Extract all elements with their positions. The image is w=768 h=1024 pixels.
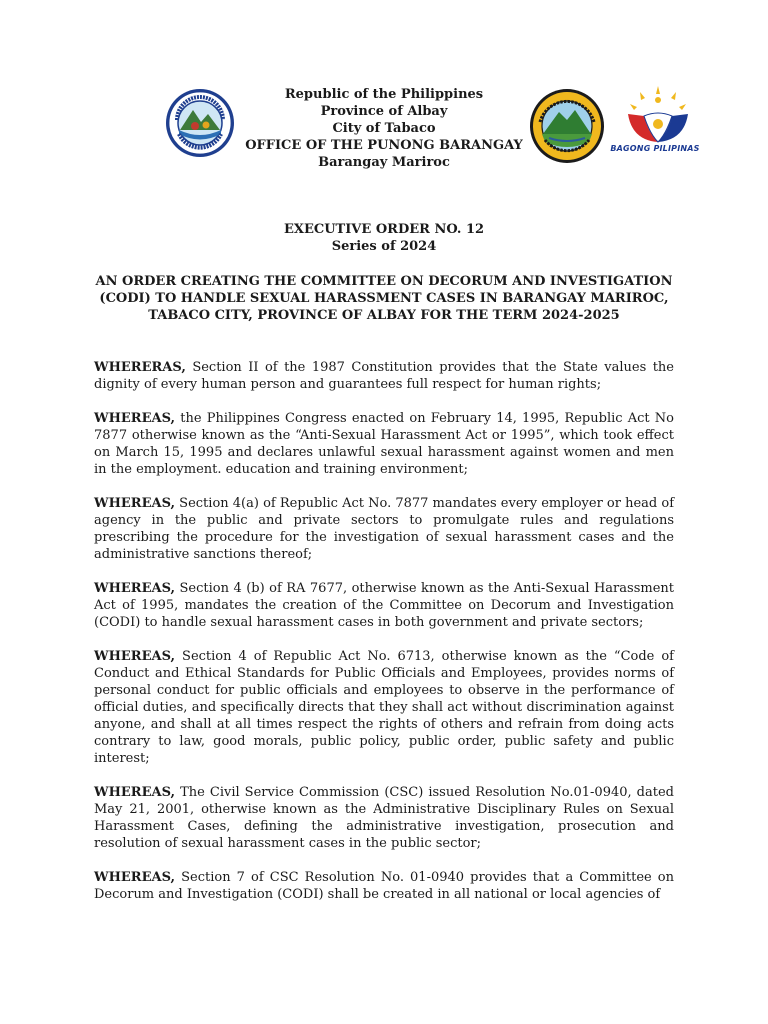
clause-text: Section 4 of Republic Act No. 6713, otherwise known as the “Code of Conduct and Ethical Standards for Public Officials and Employees, provides norms of personal conduct for public officials and employees to observe in the performance of official duties, and specifically directs that they shall act without discrimination against anyone, and shall at all times respect the rights of others and refrain from doing acts contrary to law, good morals, public policy, public order, public safety and public interest; (94, 649, 674, 766)
city-of-tabaco-seal (165, 88, 235, 158)
order-title (90, 273, 678, 324)
whereas-clause (94, 580, 674, 631)
executive-order-heading (0, 221, 768, 255)
header-line-province: Province of Albay (320, 104, 448, 119)
clause-lead: WHEREAS, (94, 785, 176, 800)
order-title-line-1: AN ORDER CREATING THE COMMITTEE ON DECORUM AND INVESTIGATION (95, 274, 673, 289)
whereas-clause (94, 495, 674, 563)
clause-text: Section 7 of CSC Resolution No. 01-0940 provides that a Committee on Decorum and Investigation (CODI) shall be created in all national or local agencies of (94, 870, 674, 902)
order-series: Series of 2024 (331, 239, 437, 254)
whereas-clause (94, 784, 674, 852)
clause-lead: WHEREAS, (94, 411, 176, 426)
clause-lead: WHEREAS, (94, 496, 176, 511)
letterhead (0, 86, 768, 196)
order-title-line-2: (CODI) TO HANDLE SEXUAL HARASSMENT CASES IN BARANGAY MARIROC, (99, 291, 669, 306)
bagong-pilipinas-label: BAGONG PILIPINAS (610, 144, 700, 153)
whereas-clause (94, 359, 674, 393)
header-line-republic: Republic of the Philippines (284, 87, 484, 102)
whereas-clause (94, 410, 674, 478)
whereas-clause (94, 869, 674, 903)
clause-text: The Civil Service Commission (CSC) issued Resolution No.01-0940, dated May 21, 2001, otherwise known as the Administrative Disciplinary Rules on Sexual Harassment Cases, defining the administrative investigation, prosecution and resolution of sexual harassment cases in the public sector; (94, 785, 674, 851)
header-line-city: City of Tabaco (332, 121, 436, 136)
barangay-mariroc-seal (529, 88, 605, 164)
whereas-clause (94, 648, 674, 767)
clause-text: Section II of the 1987 Constitution provides that the State values the dignity of every human person and guarantees full respect for human rights; (94, 360, 674, 392)
clause-lead: WHEREAS, (94, 581, 176, 596)
whereas-clauses (94, 359, 674, 920)
order-title-line-3: TABACO CITY, PROVINCE OF ALBAY FOR THE TERM 2024-2025 (148, 308, 620, 323)
clause-lead: WHERERAS, (94, 360, 186, 375)
order-number: EXECUTIVE ORDER NO. 12 (283, 222, 485, 237)
header-line-barangay: Barangay Mariroc (318, 155, 450, 170)
header-line-office: OFFICE OF THE PUNONG BARANGAY (245, 138, 523, 153)
clause-text: Section 4 (b) of RA 7677, otherwise known as the Anti-Sexual Harassment Act of 1995, mandates the creation of the Committee on Decorum and Investigation (CODI) to handle sexual harassment cases in both government and private sectors; (94, 581, 674, 630)
clause-text: Section 4(a) of Republic Act No. 7877 mandates every employer or head of agency in the public and private sectors to promulgate rules and regulations prescribing the procedure for the investigation of sexual harassment cases and the administrative sanctions thereof; (94, 496, 675, 562)
issuing-office (234, 86, 534, 171)
clause-lead: WHEREAS, (94, 870, 176, 885)
clause-lead: WHEREAS, (94, 649, 176, 664)
clause-text: the Philippines Congress enacted on February 14, 1995, Republic Act No 7877 otherwise known as the “Anti-Sexual Harassment Act or 1995”, which took effect on March 15, 1995 and declares unlawful sexual harassment against women and men in the employment. education and training environment; (94, 411, 674, 477)
